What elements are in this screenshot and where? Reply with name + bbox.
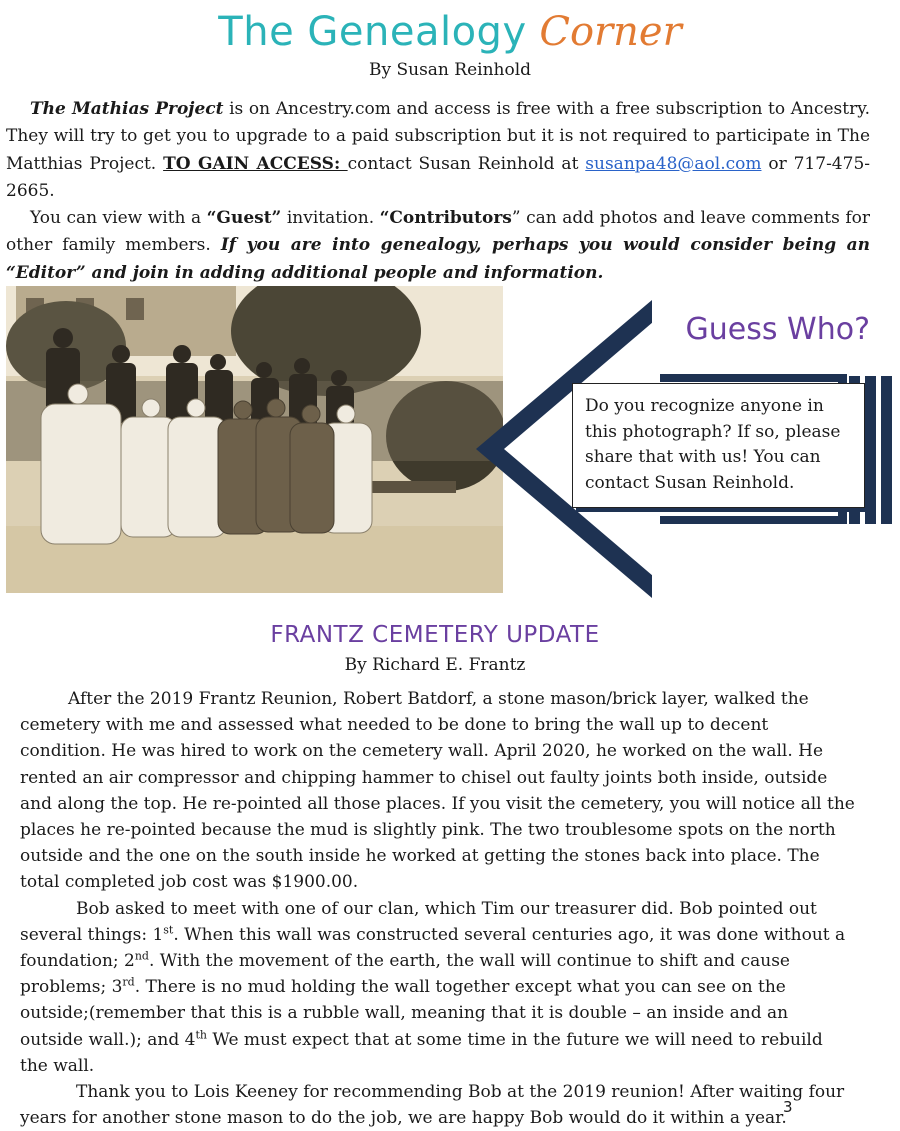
- project-name: The Mathias Project: [30, 99, 224, 119]
- frantz-p2-text-a: Bob asked to meet with one of our clan, which Tim our treasurer did. Bob pointed out several things: 1: [20, 898, 817, 945]
- mathias-text-3: or 717-475-2665.: [6, 153, 871, 201]
- frantz-paragraph-3: Thank you to Lois Keeney for recommending Bob at the 2019 reunion! After waiting four years for another stone mason to do the job, we are happy Bob would do it within a year.: [20, 1082, 845, 1129]
- frantz-paragraph-1: After the 2019 Frantz Reunion, Robert Batdorf, a stone mason/brick layer, walked the cemetery with me and assessed what needed to be done to bring the wall up to decent condition. He was hired to work on the cemetery wall. April 2020, he worked on the wall. He rented an air compressor and chipping hammer to chisel out faulty joints both inside, outside and along the top. He re-pointed all those places. If you visit the cemetery, you will notice all the places he re-pointed because the mud is slightly pink. The two troublesome spots on the north outside and the one on the south inside he worked at getting the stones back into place. The total completed job cost was $1900.00.: [20, 689, 855, 893]
- frantz-p2-text-d: . There is no mud holding the wall together except what you can see on the outside;(remember that this is a rubble wall, meaning that it is double – an inside and an outside wall.); and 4: [20, 977, 789, 1050]
- page-number: 3: [783, 1098, 793, 1116]
- mathias-text-2: contact Susan Reinhold at: [347, 153, 586, 174]
- title-corner: Corner: [539, 9, 682, 55]
- frantz-byline: By Richard E. Frantz: [344, 655, 526, 675]
- sup-first: st: [163, 923, 174, 937]
- frantz-p2-text-e: We must expect that at some time in the future we will need to rebuild the wall.: [20, 1029, 823, 1076]
- sup-fourth: th: [195, 1027, 207, 1041]
- contributors-label: “Contributors: [379, 208, 512, 229]
- access-label: TO GAIN ACCESS:: [163, 153, 348, 174]
- guest-text-3: ” can add photos and leave comments for other family members.: [6, 208, 870, 256]
- group-photo-illustration: [6, 286, 503, 593]
- frantz-title: FRANTZ CEMETERY UPDATE: [270, 622, 600, 648]
- frantz-p2-text-c: . With the movement of the earth, the wall will continue to shift and cause problems; 3: [20, 951, 790, 998]
- guess-who-title: Guess Who?: [685, 312, 870, 347]
- guess-who-box: Do you recognize anyone in this photograph? If so, please share that with us! You can contact Susan Reinhold.: [572, 383, 865, 508]
- frantz-article: [20, 686, 855, 1131]
- editor-note: If you are into genealogy, perhaps you would consider being an “Editor” and join in adding additional people and information.: [6, 235, 871, 283]
- article-byline: By Susan Reinhold: [368, 60, 532, 80]
- sup-third: rd: [122, 975, 135, 989]
- mathias-text-1: is on Ancestry.com and access is free with a free subscription to Ancestry. They will try to get you to upgrade to a paid subscription but it is not required to participate in The Matthias Project.: [6, 99, 870, 174]
- page-title: [0, 4, 900, 60]
- guest-text-2: invitation.: [281, 208, 380, 229]
- frantz-paragraph-2: [20, 896, 855, 1079]
- mathias-paragraph-2: [6, 205, 870, 287]
- mathias-paragraph-1: [6, 96, 870, 205]
- title-genealogy: The Genealogy: [218, 9, 527, 55]
- email-link[interactable]: susanpa48@aol.com: [585, 153, 762, 174]
- mathias-article: [6, 96, 870, 287]
- sup-second: nd: [134, 949, 149, 963]
- guest-label: “Guest”: [206, 208, 282, 229]
- guest-text-1: You can view with a: [30, 208, 207, 229]
- frantz-p2-text-b: . When this wall was constructed several centuries ago, it was done without a foundation; 2: [20, 924, 846, 972]
- group-photo: [6, 286, 503, 593]
